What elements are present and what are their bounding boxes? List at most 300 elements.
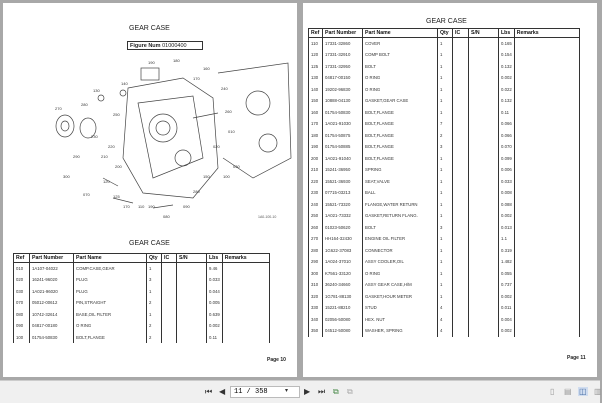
table-cell: 0.005 <box>207 297 223 309</box>
table-cell: 0.066 <box>499 130 515 142</box>
table-row <box>14 309 270 321</box>
table-cell <box>222 297 269 309</box>
table-cell: HEX. NUT <box>363 314 438 326</box>
table-cell: 0.319 <box>499 245 515 257</box>
table-cell: 1 <box>438 95 453 107</box>
table-cell: 1 <box>438 210 453 222</box>
table-cell: 1.482 <box>499 256 515 268</box>
table-cell: PIN,STRAIGHT <box>74 297 147 309</box>
table-cell <box>222 332 269 344</box>
diagram-callout: 020 <box>213 144 220 149</box>
two-page-view-icon[interactable]: ◫ <box>579 387 587 396</box>
diagram-callout: 100 <box>223 174 230 179</box>
table-cell <box>453 107 469 119</box>
page-title: GEAR CASE <box>129 25 170 32</box>
table-cell: 0.002 <box>499 210 515 222</box>
diagram-callout: 270 <box>55 106 62 111</box>
table-cell <box>177 320 207 332</box>
table-cell: 150 <box>311 98 319 104</box>
table-cell: 0.004 <box>499 314 515 326</box>
table-row <box>309 164 580 176</box>
table-cell: FLANGE,WATER RETURN <box>363 199 438 211</box>
fit-page-icon[interactable]: ⧉ <box>333 387 339 396</box>
table-cell <box>469 210 499 222</box>
table-cell <box>453 233 469 245</box>
table-cell: 1 <box>438 107 453 119</box>
table-cell <box>469 49 499 61</box>
diagram-callout: 160 <box>203 66 210 71</box>
table-cell <box>514 130 579 142</box>
table-row <box>309 61 580 73</box>
table-cell <box>514 279 579 291</box>
diagram-callout: 120 <box>103 179 110 184</box>
table-cell: 01754-50830 <box>323 107 363 119</box>
parts-table <box>308 28 580 337</box>
table-cell: SPRING <box>363 164 438 176</box>
table-cell: 280 <box>311 247 319 253</box>
table-cell <box>514 153 579 165</box>
table-cell: STUD <box>363 302 438 314</box>
next-page-button[interactable]: ▶ <box>304 387 311 396</box>
table-cell <box>222 320 269 332</box>
fit-width-icon[interactable]: ⧉ <box>347 387 353 396</box>
table-row <box>309 84 580 96</box>
column-header: Remarks <box>222 254 269 263</box>
table-cell: O RING <box>363 72 438 84</box>
table-cell: COMP BOLT <box>363 49 438 61</box>
two-page-continuous-icon[interactable]: ▥ <box>594 387 602 396</box>
table-cell: 36240-34660 <box>323 279 363 291</box>
table-cell: 0.132 <box>499 61 515 73</box>
table-cell: 01023-50620 <box>323 222 363 234</box>
table-cell <box>469 141 499 153</box>
table-cell: 120 <box>311 52 319 58</box>
table-cell: 270 <box>311 236 319 242</box>
table-cell: 4 <box>438 302 453 314</box>
table-cell: 330 <box>311 305 319 311</box>
table-cell <box>514 187 579 199</box>
table-cell: 1 <box>438 49 453 61</box>
table-cell: 3 <box>147 274 162 286</box>
table-cell <box>514 325 579 337</box>
table-cell <box>469 325 499 337</box>
table-cell <box>469 107 499 119</box>
table-cell: GASKET,GEAR CASE <box>363 95 438 107</box>
table-cell: 210 <box>311 167 319 173</box>
table-row <box>309 291 580 303</box>
table-cell <box>514 291 579 303</box>
table-cell: 4 <box>438 314 453 326</box>
table-cell: 200 <box>311 155 319 161</box>
diagram-callout: 190 <box>148 204 155 209</box>
table-row <box>309 176 580 188</box>
table-cell: BOLT,FLANGE <box>74 332 147 344</box>
table-row <box>14 320 270 332</box>
table-cell: 0.066 <box>499 118 515 130</box>
table-cell: 020 <box>16 277 24 283</box>
table-cell: 230 <box>311 190 319 196</box>
table-cell: 1 <box>438 153 453 165</box>
table-cell: 10742-32614 <box>30 309 74 321</box>
first-page-button[interactable]: ⏮ <box>205 387 213 396</box>
table-cell: K7561-33120 <box>323 268 363 280</box>
table-cell: 010 <box>16 266 24 271</box>
page-11 <box>303 3 597 377</box>
diagram-callout: 090 <box>183 204 190 209</box>
table-cell: 1 <box>438 233 453 245</box>
table-cell: 180 <box>311 132 319 138</box>
table-cell: 070 <box>16 300 24 306</box>
table-cell: 030 <box>16 288 24 294</box>
table-row <box>309 210 580 222</box>
table-cell: 02056-50080 <box>323 314 363 326</box>
table-cell <box>453 291 469 303</box>
column-header: IC <box>162 254 177 263</box>
table-cell: ASSY GEAR CASE,H/M <box>363 279 438 291</box>
page-number: Page 10 <box>267 357 286 363</box>
table-cell: 0.088 <box>499 199 515 211</box>
table-row <box>309 268 580 280</box>
table-cell: 340 <box>311 316 319 322</box>
table-cell <box>514 107 579 119</box>
page-title: GEAR CASE <box>426 18 467 25</box>
diagram-callout: 280 <box>81 102 88 107</box>
figure-label: Figure Num <box>130 43 161 49</box>
table-cell: 100 <box>16 334 24 340</box>
table-cell <box>514 72 579 84</box>
table-cell: 15221-88210 <box>323 302 363 314</box>
table-cell: 125 <box>311 63 319 69</box>
table-cell: 01754-50875 <box>323 130 363 142</box>
table-cell: 17331-32910 <box>323 49 363 61</box>
table-cell <box>453 176 469 188</box>
table-cell: BOLT,FLANGE <box>363 141 438 153</box>
table-cell <box>453 302 469 314</box>
table-cell: 17331-32860 <box>323 38 363 50</box>
table-cell: COMP.CASE,GEAR <box>74 263 147 275</box>
table-cell: 1A021-91040 <box>323 153 363 165</box>
table-cell: 0.639 <box>207 309 223 321</box>
table-cell: BOLT <box>363 61 438 73</box>
table-cell <box>469 279 499 291</box>
diagram-callout: 280 <box>193 189 200 194</box>
table-cell <box>453 245 469 257</box>
table-cell: 1A107-04022 <box>30 263 74 275</box>
table-cell: BOLT,FLANGE <box>363 107 438 119</box>
table-cell: 3 <box>438 222 453 234</box>
table-cell <box>453 84 469 96</box>
table-row <box>14 332 270 344</box>
table-cell: 350 <box>311 328 319 334</box>
table-cell: 090 <box>16 323 24 329</box>
table-cell <box>514 141 579 153</box>
continuous-view-icon[interactable]: ▤ <box>564 387 572 396</box>
diagram-callout: 300 <box>63 174 70 179</box>
column-header: Part Number <box>30 254 74 263</box>
table-cell <box>514 199 579 211</box>
table-cell: HH164-32430 <box>323 233 363 245</box>
table-row <box>309 187 580 199</box>
table-cell <box>469 72 499 84</box>
table-cell: 4 <box>438 325 453 337</box>
table-cell: 130 <box>311 75 319 81</box>
diagram-callout: 210 <box>101 154 108 159</box>
diagram-callout: 230 <box>91 134 98 139</box>
column-header: Ref <box>14 254 30 263</box>
table-cell <box>453 210 469 222</box>
table-cell <box>453 279 469 291</box>
table-cell: 1 <box>147 263 162 275</box>
table-cell <box>222 263 269 275</box>
last-page-button[interactable]: ⏭ <box>318 387 326 396</box>
column-header: S/N <box>469 29 499 38</box>
table-cell <box>453 164 469 176</box>
single-page-view-icon[interactable]: ▯ <box>550 387 555 396</box>
table-cell: O RING <box>363 84 438 96</box>
column-header: Part Name <box>363 29 438 38</box>
table-cell: 1 <box>438 72 453 84</box>
table-cell <box>453 118 469 130</box>
diagram-callout: 080 <box>163 214 170 219</box>
table-cell <box>469 233 499 245</box>
table-row <box>309 256 580 268</box>
table-cell <box>514 38 579 50</box>
diagram-callout: 150 <box>203 174 210 179</box>
table-cell: BOLT <box>363 222 438 234</box>
table-cell: 190 <box>311 144 319 150</box>
table-cell: 15521-73320 <box>323 199 363 211</box>
table-cell <box>177 286 207 298</box>
table-cell: 1 <box>438 268 453 280</box>
table-row <box>309 302 580 314</box>
table-cell: 10888-04130 <box>323 95 363 107</box>
diagram-callout: 070 <box>83 192 90 197</box>
table-cell: 160 <box>311 109 319 115</box>
table-cell <box>453 153 469 165</box>
table-row <box>309 95 580 107</box>
diagram-callout: 110 <box>138 204 145 209</box>
table-cell: 0.002 <box>499 72 515 84</box>
table-cell <box>162 297 177 309</box>
table-cell: BALL <box>363 187 438 199</box>
table-cell: 0.055 <box>499 268 515 280</box>
table-cell: 080 <box>16 311 24 317</box>
table-cell: ASSY COOLER,OIL <box>363 256 438 268</box>
table-row <box>309 279 580 291</box>
table-cell <box>177 309 207 321</box>
table-cell: O RING <box>74 320 147 332</box>
table-cell <box>469 176 499 188</box>
table-cell <box>162 309 177 321</box>
table-cell: 1 <box>438 291 453 303</box>
table-cell: 04817-00150 <box>323 72 363 84</box>
page-10 <box>3 3 297 377</box>
table-cell: 19202-96830 <box>323 84 363 96</box>
diagram-callout: 250 <box>113 112 120 117</box>
table-cell <box>162 332 177 344</box>
table-cell: 0.002 <box>207 320 223 332</box>
table-cell: BOLT,FLANGE <box>363 130 438 142</box>
table-cell <box>177 297 207 309</box>
table-cell: 1A021-96020 <box>30 286 74 298</box>
table-cell: 1 <box>438 164 453 176</box>
page-number: Page 11 <box>567 355 586 361</box>
table-cell: 110 <box>311 41 318 46</box>
table-cell <box>514 95 579 107</box>
table-row <box>309 38 580 50</box>
column-header: Qty <box>438 29 453 38</box>
table-row <box>14 286 270 298</box>
figure-number: 01000400 <box>162 43 187 49</box>
table-cell: 01754-50830 <box>30 332 74 344</box>
table-cell: PLUG <box>74 286 147 298</box>
table-cell <box>453 199 469 211</box>
table-cell: 0.013 <box>499 222 515 234</box>
table-row <box>309 141 580 153</box>
table-row <box>309 199 580 211</box>
table-cell <box>222 309 269 321</box>
table-cell <box>453 187 469 199</box>
table-row <box>309 222 580 234</box>
figure-number-box <box>127 41 203 50</box>
table-cell <box>453 49 469 61</box>
table-row <box>309 314 580 326</box>
table-cell <box>514 233 579 245</box>
page-dropdown-icon[interactable]: ▾ <box>285 388 289 394</box>
column-header: Part Number <box>323 29 363 38</box>
diagram-callout: 220 <box>108 144 115 149</box>
exploded-parts-diagram <box>53 58 293 223</box>
table-cell: BOLT,FLANGE <box>363 153 438 165</box>
table-cell <box>177 263 207 275</box>
table-cell: 0.011 <box>499 302 515 314</box>
table-row <box>14 274 270 286</box>
table-cell <box>469 164 499 176</box>
table-cell <box>514 256 579 268</box>
table-cell <box>514 49 579 61</box>
diagram-callout: 125 <box>113 194 120 199</box>
table-cell: 1.1 <box>499 233 515 245</box>
diagram-callout: 140 <box>121 81 128 86</box>
table-cell <box>469 95 499 107</box>
table-cell: SEAT,VALVE <box>363 176 438 188</box>
diagram-callout: 290 <box>73 154 80 159</box>
table-cell <box>453 256 469 268</box>
table-cell: 220 <box>311 178 319 184</box>
diagram-callout: 190 <box>148 60 155 65</box>
table-cell <box>514 314 579 326</box>
table-cell: 15521-36930 <box>323 176 363 188</box>
table-cell: 04512-50080 <box>323 325 363 337</box>
table-cell <box>514 61 579 73</box>
parts-table <box>13 253 270 343</box>
previous-page-button[interactable]: ◀ <box>219 387 226 396</box>
table-cell <box>453 325 469 337</box>
table-cell: 2 <box>147 332 162 344</box>
page-number-input[interactable] <box>230 386 300 398</box>
table-cell: 1G781-88130 <box>323 291 363 303</box>
table-cell <box>469 38 499 50</box>
column-header: Ref <box>309 29 323 38</box>
table-cell: 1 <box>438 61 453 73</box>
table-cell <box>453 130 469 142</box>
table-cell <box>222 274 269 286</box>
table-cell <box>514 302 579 314</box>
table-cell <box>469 153 499 165</box>
column-header: Qty <box>147 254 162 263</box>
table-cell: 310 <box>311 282 319 288</box>
table-cell: 0.154 <box>499 49 515 61</box>
table-cell <box>162 263 177 275</box>
table-cell: BOLT,FLANGE <box>363 118 438 130</box>
diagram-callout: 200 <box>115 164 122 169</box>
table-row <box>309 49 580 61</box>
table-row <box>309 233 580 245</box>
table-cell: 2 <box>438 130 453 142</box>
table-cell: 1A021-91030 <box>323 118 363 130</box>
table-cell: 1 <box>438 187 453 199</box>
diagram-code: 1A0-100-10 <box>258 215 277 219</box>
table-cell: 260 <box>311 224 319 230</box>
table-cell <box>469 61 499 73</box>
table-cell: 0.044 <box>207 286 223 298</box>
table-cell: 0.002 <box>499 291 515 303</box>
table-cell: 01754-50885 <box>323 141 363 153</box>
diagram-callout: 170 <box>193 76 200 81</box>
table-cell: CONNECTOR <box>363 245 438 257</box>
diagram-callout: 260 <box>225 109 232 114</box>
table-cell: 0.132 <box>499 95 515 107</box>
table-cell: 0.099 <box>499 153 515 165</box>
table-cell: 0.006 <box>499 164 515 176</box>
table-cell: 07715-03213 <box>323 187 363 199</box>
table-cell <box>469 302 499 314</box>
diagram-callout: 010 <box>228 129 235 134</box>
diagram-callout: 130 <box>93 88 100 93</box>
table-cell: 1 <box>438 245 453 257</box>
table-cell <box>453 141 469 153</box>
table-cell: 1 <box>438 256 453 268</box>
table-cell <box>469 84 499 96</box>
table-cell: 16241-96020 <box>30 274 74 286</box>
table-cell <box>453 314 469 326</box>
table-cell: 05012-00612 <box>30 297 74 309</box>
table-cell: PLUG <box>74 274 147 286</box>
table-cell <box>453 95 469 107</box>
table-cell: 0.11 <box>207 332 223 344</box>
table-cell: 1 <box>438 38 453 50</box>
table-cell <box>469 130 499 142</box>
table-cell: 04817-00180 <box>30 320 74 332</box>
table-cell: 1G622-37083 <box>323 245 363 257</box>
table-cell: 17331-32950 <box>323 61 363 73</box>
table-cell <box>469 222 499 234</box>
table-cell <box>177 274 207 286</box>
table-cell: 3 <box>438 141 453 153</box>
table-cell <box>469 187 499 199</box>
table-cell <box>453 72 469 84</box>
table-cell <box>453 268 469 280</box>
table-cell <box>514 268 579 280</box>
table-cell <box>469 199 499 211</box>
table-cell: 170 <box>311 121 319 127</box>
table-cell <box>453 61 469 73</box>
table-cell <box>514 164 579 176</box>
pdf-navigation-toolbar <box>0 380 600 403</box>
table-cell: 320 <box>311 293 319 299</box>
table-cell <box>162 286 177 298</box>
table-cell <box>469 268 499 280</box>
